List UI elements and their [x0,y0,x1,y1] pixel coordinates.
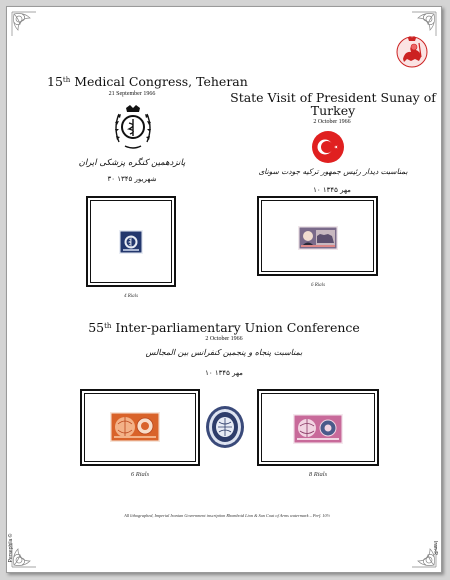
state-visit-date: 2 October 1966 [313,119,351,125]
state-visit-persian-title: بمناسبت دیدار رئیس جمهور ترکیه جودت سونای [258,167,408,176]
medical-congress-emblem-icon [111,102,155,152]
side-label-right: Iran-R [432,541,438,555]
ipu-conference-title: 55th Inter-parliamentary Union Conference [88,320,360,335]
footer-note: All lithographed, Imperial Iranian Government inscription Rhomboid Lion & Sun Coat of Arms watermark – Perf. 10½ [124,513,330,518]
side-copyright-left: Persephila © [8,533,14,563]
medical-congress-persian-title: پانزدهمین کنگره پزشکی ایران [78,158,186,168]
ornament-corner-top-right [410,10,438,38]
medical-congress-persian-date: ۳۰ شهریور ۱۳۴۵ [107,175,157,183]
ipu-conference-date: 2 October 1966 [205,336,243,342]
ornament-corner-bottom-left [10,541,38,569]
ipu-left-stamp-caption: 6 Rials [130,471,150,478]
state-visit-title-line2: Turkey [310,103,356,118]
lion-and-sun-emblem-icon [395,35,429,69]
ipu-6-rials-stamp [110,412,160,442]
ornament-corner-top-left [10,10,38,38]
ipu-seal-emblem-icon [204,404,246,450]
ipu-conference-persian-title: بمناسبت پنجاه و پنجمین کنفرانس بین المجالس [145,348,303,357]
turkey-flag-emblem-icon [310,129,346,165]
ipu-conference-persian-date: ۱۰ مهر ۱۳۴۵ [205,369,243,377]
medical-stamp-caption: 4 Rials [123,294,139,299]
album-page [6,6,442,573]
ipu-8-rials-stamp [293,414,343,444]
medical-congress-stamp [119,230,143,254]
medical-congress-title: 15th Medical Congress, Teheran [47,74,248,89]
medical-congress-date: 21 September 1966 [108,91,156,97]
state-visit-stamp [298,226,338,250]
turkey-stamp-caption: 6 Rials [310,283,326,288]
state-visit-persian-date: ۱۰ مهر ۱۳۴۵ [313,186,351,194]
ipu-right-stamp-caption: 8 Rials [308,471,328,478]
state-visit-title-line1: State Visit of President Sunay of [230,90,436,105]
